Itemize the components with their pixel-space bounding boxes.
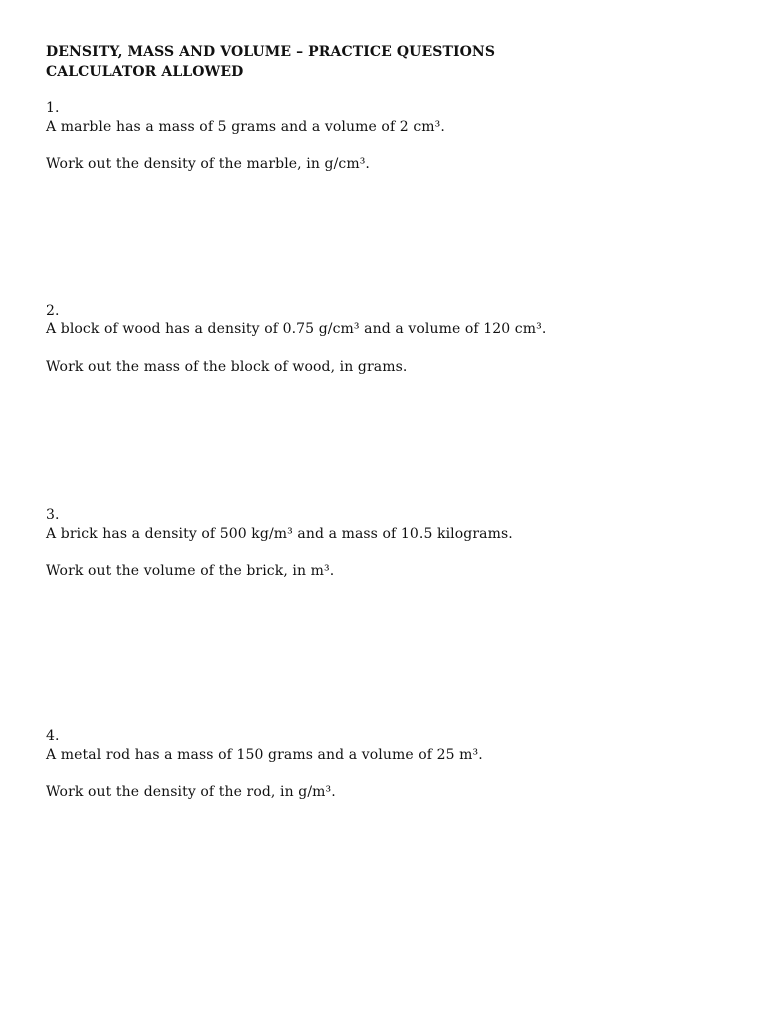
question-task: Work out the volume of the brick, in m³. [46, 563, 335, 579]
question-task: Work out the mass of the block of wood, in grams. [46, 359, 408, 375]
worksheet-title: DENSITY, MASS AND VOLUME – PRACTICE QUESTIONS [46, 44, 496, 60]
question-statement: A brick has a density of 500 kg/m³ and a mass of 10.5 kilograms. [46, 526, 513, 542]
question-number: 2. [46, 303, 60, 319]
worksheet-subtitle: CALCULATOR ALLOWED [46, 64, 244, 80]
question-statement: A metal rod has a mass of 150 grams and a volume of 25 m³. [46, 747, 483, 763]
question-number: 4. [46, 728, 60, 744]
question-number: 1. [46, 100, 60, 116]
question-statement: A block of wood has a density of 0.75 g/cm³ and a volume of 120 cm³. [46, 321, 547, 337]
question-task: Work out the density of the rod, in g/m³. [46, 784, 336, 800]
question-task: Work out the density of the marble, in g/cm³. [46, 156, 370, 172]
question-number: 3. [46, 507, 60, 523]
question-statement: A marble has a mass of 5 grams and a volume of 2 cm³. [46, 119, 445, 135]
